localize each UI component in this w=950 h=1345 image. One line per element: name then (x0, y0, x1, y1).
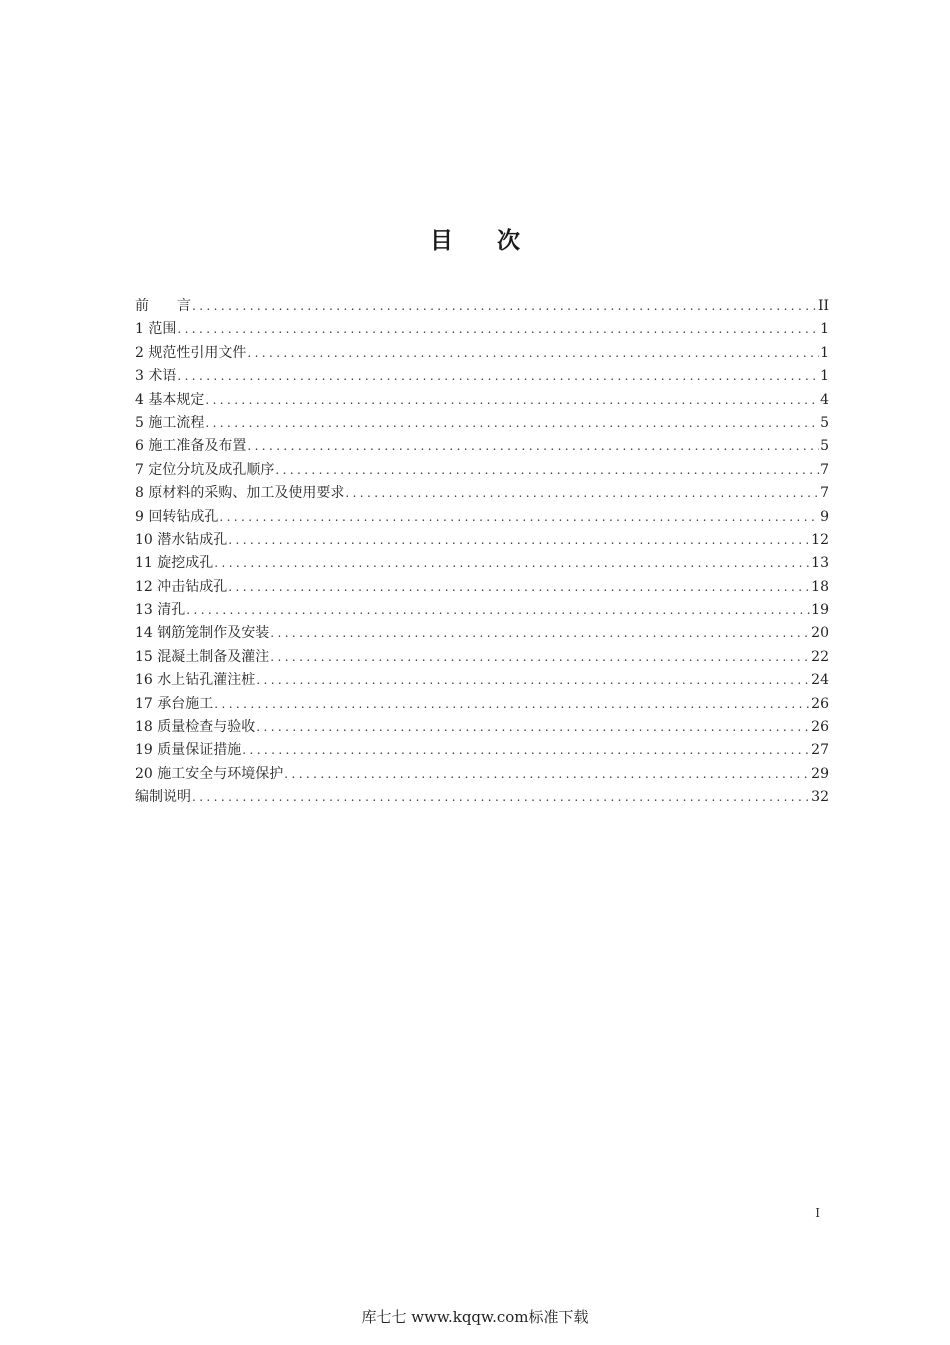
toc-entry[interactable] (135, 576, 829, 599)
toc-entry[interactable] (135, 529, 829, 552)
footer-watermark: 库七七 www.kqqw.com标准下载 (361, 1308, 589, 1326)
toc-leader-dots (214, 693, 810, 716)
toc-entry-label: 5 施工流程 (135, 414, 205, 431)
toc-entry-page: 1 (820, 368, 829, 385)
toc-leader-dots (177, 365, 819, 388)
toc-entry-page: 7 (820, 485, 829, 502)
toc-entry-page: 9 (820, 508, 829, 525)
toc-entry-page: 7 (820, 461, 829, 478)
page-title: 目次 (430, 228, 564, 254)
toc-entry-page: 29 (811, 765, 829, 782)
toc-entry[interactable] (135, 435, 829, 458)
toc-entry[interactable] (135, 599, 829, 622)
toc-entry[interactable] (135, 318, 829, 341)
toc-entry[interactable] (135, 482, 829, 505)
toc-leader-dots (242, 739, 810, 762)
toc-entry-page: 1 (820, 344, 829, 361)
toc-leader-dots (205, 389, 819, 412)
toc-leader-dots (345, 482, 819, 505)
toc-entry[interactable] (135, 412, 829, 435)
toc-entry-label: 14 钢筋笼制作及安装 (135, 625, 270, 642)
toc-entry-label: 7 定位分坑及成孔顺序 (135, 461, 275, 478)
toc-leader-dots (247, 342, 819, 365)
toc-entry-label: 17 承台施工 (135, 695, 214, 712)
toc-leader-dots (219, 506, 819, 529)
toc-entry-page: 12 (811, 531, 829, 548)
toc-leader-dots (284, 763, 810, 786)
page-number: I (815, 1206, 820, 1220)
toc-entry-page: 27 (811, 742, 829, 759)
toc-entry-page: 5 (820, 438, 829, 455)
toc-entry-page: 32 (811, 789, 829, 806)
toc-entry[interactable] (135, 342, 829, 365)
toc-leader-dots (192, 295, 817, 318)
toc-entry[interactable] (135, 622, 829, 645)
toc-entry-page: 26 (811, 719, 829, 736)
toc-entry-label: 9 回转钻成孔 (135, 508, 219, 525)
toc-entry-label: 8 原材料的采购、加工及使用要求 (135, 485, 345, 502)
toc-entry-label: 12 冲击钻成孔 (135, 578, 228, 595)
toc-leader-dots (270, 646, 810, 669)
toc-leader-dots (186, 599, 810, 622)
toc-entry[interactable] (135, 506, 829, 529)
toc-entry-label: 10 潜水钻成孔 (135, 531, 228, 548)
toc-entry-label: 15 混凝土制备及灌注 (135, 648, 270, 665)
toc-entry-page: 26 (811, 695, 829, 712)
toc-leader-dots (228, 576, 810, 599)
toc-entry-page: 4 (820, 391, 829, 408)
toc-entry[interactable] (135, 739, 829, 762)
toc-entry[interactable] (135, 295, 829, 318)
toc-leader-dots (192, 786, 810, 809)
toc-leader-dots (205, 412, 819, 435)
toc-entry[interactable] (135, 669, 829, 692)
toc-entry-label: 3 术语 (135, 368, 177, 385)
toc-leader-dots (214, 552, 810, 575)
toc-entry[interactable] (135, 459, 829, 482)
toc-entry-label: 6 施工准备及布置 (135, 438, 247, 455)
toc-leader-dots (228, 529, 810, 552)
toc-entry-label: 13 清孔 (135, 602, 186, 619)
toc-entry[interactable] (135, 693, 829, 716)
toc-entry-label: 11 旋挖成孔 (135, 555, 214, 572)
toc-entry-label: 2 规范性引用文件 (135, 344, 247, 361)
toc-entry-page: 20 (811, 625, 829, 642)
toc-entry[interactable] (135, 389, 829, 412)
toc-leader-dots (256, 669, 810, 692)
toc-leader-dots (256, 716, 810, 739)
toc-entry[interactable] (135, 552, 829, 575)
toc-entry[interactable] (135, 786, 829, 809)
toc-entry-label: 前 言 (135, 298, 191, 314)
toc-entry-label: 20 施工安全与环境保护 (135, 765, 284, 782)
toc-entry-page: 18 (811, 578, 829, 595)
toc-entry-label: 4 基本规定 (135, 391, 205, 408)
toc-entry-page: 19 (811, 602, 829, 619)
toc-entry-page: 24 (811, 672, 829, 689)
toc-entry[interactable] (135, 646, 829, 669)
toc-entry-label: 19 质量保证措施 (135, 742, 242, 759)
toc-entry-label: 编制说明 (135, 789, 191, 806)
toc-entry-label: 16 水上钻孔灌注桩 (135, 672, 256, 689)
toc-entry-label: 1 范围 (135, 321, 177, 338)
toc-entry-page: 22 (811, 648, 829, 665)
toc-entry[interactable] (135, 365, 829, 388)
toc-leader-dots (270, 622, 810, 645)
table-of-contents (135, 295, 829, 810)
toc-entry[interactable] (135, 763, 829, 786)
toc-entry[interactable] (135, 716, 829, 739)
toc-leader-dots (275, 459, 819, 482)
toc-entry-page: 5 (820, 414, 829, 431)
toc-entry-label: 18 质量检查与验收 (135, 719, 256, 736)
toc-entry-page: 1 (820, 321, 829, 338)
toc-entry-page: II (817, 298, 829, 314)
toc-leader-dots (177, 318, 819, 341)
toc-entry-page: 13 (811, 555, 829, 572)
toc-leader-dots (247, 435, 819, 458)
